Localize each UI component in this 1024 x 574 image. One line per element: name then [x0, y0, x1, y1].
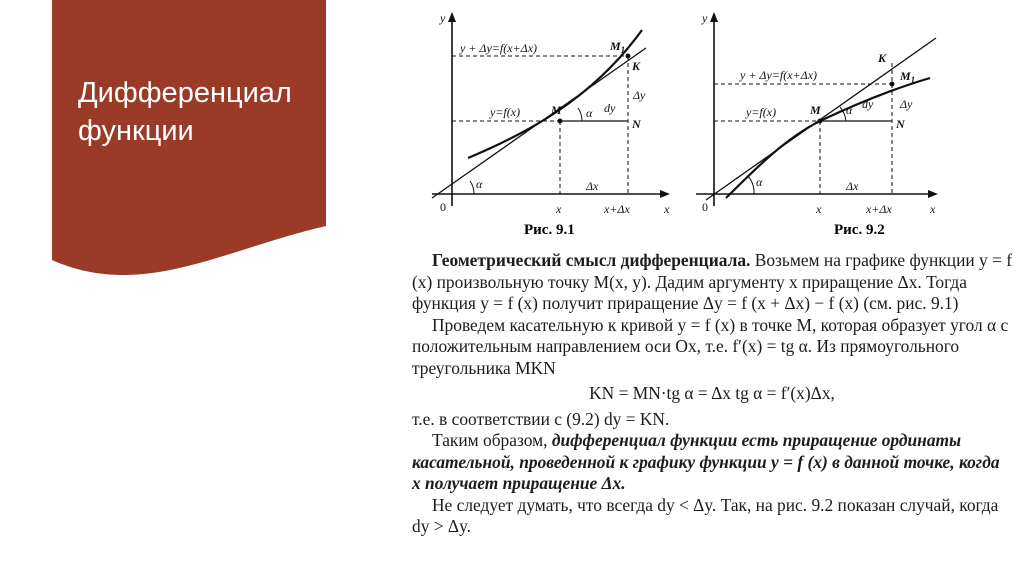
label-y: y — [702, 11, 708, 25]
label-x-tick: x — [816, 202, 822, 216]
figure-9-1-graph — [418, 8, 680, 223]
label-alpha-M: α — [586, 106, 593, 120]
figure-9-2-caption: Рис. 9.2 — [834, 222, 885, 238]
label-N: N — [632, 117, 641, 131]
label-M1: $M_1$ — [900, 69, 916, 85]
label-x-axis: x — [930, 202, 936, 216]
figure-9-1 — [418, 8, 680, 248]
label-y: y — [440, 11, 446, 25]
label-y-fx: y=f(x) — [490, 105, 521, 119]
slide-title-line1: Дифференциал — [78, 77, 292, 109]
label-dy: dy — [604, 101, 616, 115]
y-axis-arrow — [448, 12, 456, 22]
label-alpha-O: α — [476, 177, 483, 191]
label-M1: $M_1$ — [610, 39, 626, 55]
paragraph-3: т.е. в соответствии с (9.2) dy = KN. — [412, 408, 670, 429]
paragraph-1-heading: Геометрический смысл дифференциала. — [432, 250, 751, 270]
paragraph-4 — [412, 430, 1012, 495]
label-x-dx: x+Δx — [866, 202, 892, 216]
label-Dx: Δx — [846, 179, 859, 193]
label-x-tick: x — [556, 202, 562, 216]
label-y-fx: y=f(x) — [746, 105, 777, 119]
figure-9-2 — [686, 8, 948, 248]
x-axis-arrow — [928, 190, 938, 198]
paragraph-4-definition: дифференциал функции есть приращение ординаты касательной, проведенной к графику функции y = f (x) в данной точке, когда x получает приращение Δx. — [412, 430, 1000, 493]
figure-9-1-caption: Рис. 9.1 — [524, 222, 575, 238]
paragraph-1 — [412, 250, 1012, 315]
label-Dx: Δx — [586, 179, 599, 193]
label-x-dx: x+Δx — [604, 202, 630, 216]
label-alpha-M: α — [846, 103, 853, 117]
label-y-plus-dy: y + Δy=f(x+Δx) — [740, 68, 818, 82]
formula: KN = MN·tg α = Δx tg α = f′(x)Δx, — [589, 383, 835, 403]
label-origin: 0 — [440, 200, 446, 214]
label-Dy: Δy — [900, 97, 913, 111]
label-K: K — [632, 59, 641, 73]
x-axis-arrow — [660, 190, 670, 198]
figure-9-2-graph — [686, 8, 948, 223]
paragraph-2: Проведем касательную к кривой y = f (x) в точке M, которая образует угол α с положительным направлением оси Ox, т.е. f′(x) = tg α. Из прямоугольного треугольника MKN — [412, 314, 1009, 378]
label-dy: dy — [862, 97, 874, 111]
slide-title-line2: функции — [78, 115, 194, 147]
label-M: M — [551, 103, 562, 117]
y-axis-arrow — [710, 12, 718, 22]
paragraph-4-start: Таким образом, — [432, 430, 552, 450]
label-M: M — [810, 103, 821, 117]
label-x-axis: x — [664, 202, 670, 216]
label-y-plus-dy: y + Δy=f(x+Δx) — [460, 41, 538, 55]
label-alpha-O: α — [756, 175, 763, 189]
slide-title — [78, 74, 318, 150]
paragraph-5: Не следует думать, что всегда dy < Δy. Так, на рис. 9.2 показан случай, когда dy > Δy. — [412, 494, 999, 536]
label-N: N — [896, 117, 905, 131]
textbook-body — [412, 250, 1012, 538]
label-origin: 0 — [702, 200, 708, 214]
paragraph-1-text: Возьмем на графике функции y = f (x) произвольную точку M(x, y). Дадим аргументу x приращение Δx. Тогда функция y = f (x) получит приращение Δy = f (x + Δx) − f (x) (см. рис. 9.1) — [412, 250, 1013, 313]
label-K: K — [878, 51, 887, 65]
label-Dy: Δy — [633, 88, 646, 102]
